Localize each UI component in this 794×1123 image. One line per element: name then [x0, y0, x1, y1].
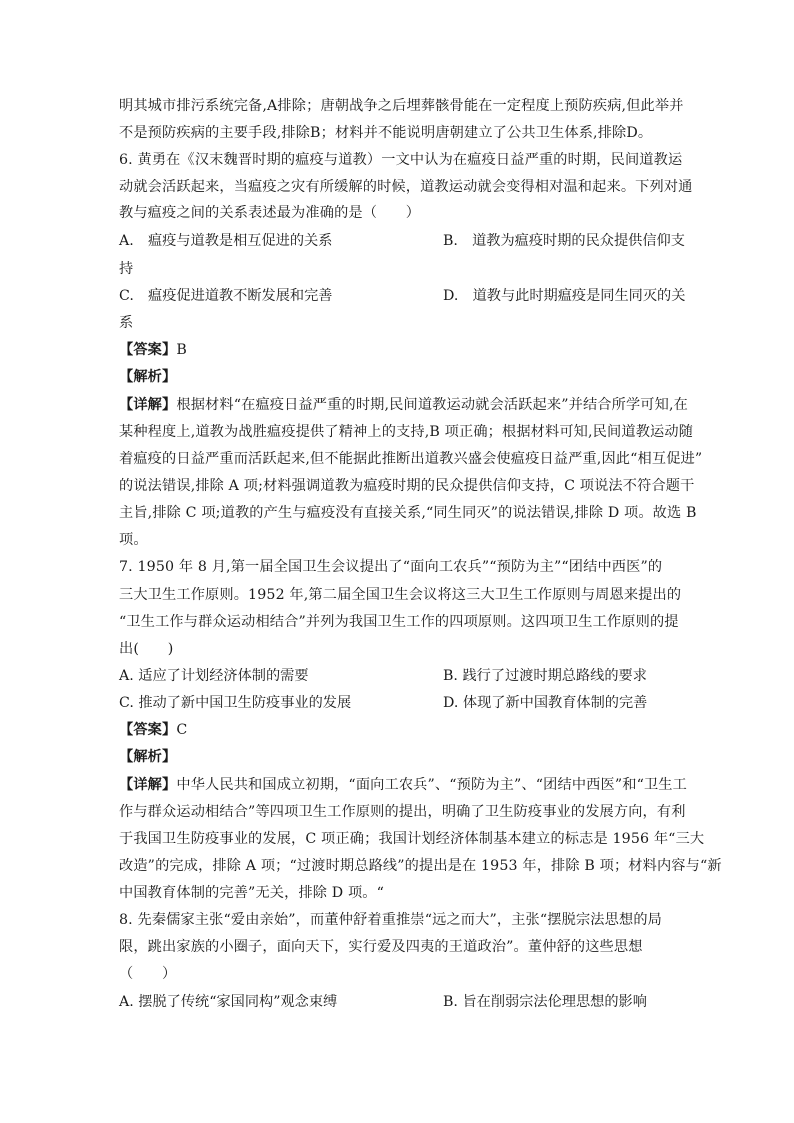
answer-tag: 【答案】 — [119, 722, 177, 738]
q8-stem-line: 8. 先秦儒家主张“爱由亲始”，而董仲舒着重推崇“远之而大”，主张“摆脱宗法思想的局 — [119, 912, 662, 928]
q7-detail-line: 作与群众运动相结合”等四项卫生工作原则的提出，明确了卫生防疫事业的发展方向，有利 — [119, 804, 686, 820]
q7-detail-line: 【详解】中华人民共和国成立初期，“面向工农兵”、“预防为主”、“团结中西医”和“卫生工 — [119, 777, 687, 793]
q7-analysis-tag: 【解析】 — [119, 749, 177, 765]
q6-option-a: A. 瘟疫与道教是相互促进的关系 — [119, 233, 333, 249]
q8-option-b: B. 旨在削弱宗法伦理思想的影响 — [443, 994, 647, 1010]
q8-option-a: A. 摆脱了传统“家国同构”观念束缚 — [119, 994, 338, 1010]
q6-stem-line: 6. 黄勇在《汉末魏晋时期的瘟疫与道教）一文中认为在瘟疫日益严重的时期，民间道教运 — [119, 152, 683, 168]
q6-detail-line: 的说法错误,排除 A 项;材料强调道教为瘟疫时期的民众提供信仰支持，C 项说法不符合题干 — [119, 478, 695, 494]
q6-detail-line: 某种程度上,道教为战胜瘟疫提供了精神上的支持,B 项正确；根据材料可知,民间道教运动随 — [119, 424, 694, 440]
q7-option-a: A. 适应了计划经济体制的需要 — [119, 668, 309, 684]
q6-answer — [119, 340, 187, 360]
q6-option-b: B. 道教为瘟疫时期的民众提供信仰支 — [443, 233, 685, 249]
q6-detail-line: 主旨,排除 C 项;道教的产生与瘟疫没有直接关系,“同生同灭”的说法错误,排除 D 项。故选 B — [119, 505, 697, 521]
q7-answer — [119, 720, 187, 740]
q6-option-d: D. 道教与此时期瘟疫是同生同灭的关 — [443, 288, 686, 304]
q5-analysis-line: 明其城市排污系统完备,A排除；唐朝战争之后埋葬骸骨能在一定程度上预防疾病,但此举并 — [119, 98, 684, 114]
answer-value: B — [176, 342, 187, 358]
q8-stem-line: 限，跳出家族的小圈子，面向天下，实行爱及四夷的王道政治”。董仲舒的这些思想 — [119, 939, 643, 955]
q6-detail-line: 着瘟疫的日益严重而活跃起来,但不能据此推断出道教兴盛会使瘟疫日益严重,因此“相互促进” — [119, 451, 703, 467]
q7-stem-line: 三大卫生工作原则。1952 年,第二届全国卫生会议将这三大卫生工作原则与周恩来提出的 — [119, 587, 682, 603]
q6-stem-line: 教与瘟疫之间的关系表述最为准确的是（ ） — [119, 205, 421, 221]
answer-tag: 【答案】 — [119, 342, 177, 358]
q6-analysis-tag: 【解析】 — [119, 369, 177, 385]
q8-stem-line: （ ） — [119, 966, 177, 982]
q7-detail-line: 改造”的完成，排除 A 项；“过渡时期总路线”的提出是在 1953 年，排除 B 项；材料内容与“新 — [119, 858, 722, 874]
q6-detail-line: 项。 — [119, 532, 148, 548]
q6-option-d-wrap: 系 — [119, 315, 134, 331]
q7-stem-line: “卫生工作与群众运动相结合”并列为我国卫生工作的四项原则。这四项卫生工作原则的提 — [119, 614, 679, 630]
answer-value: C — [176, 722, 188, 738]
detail-tag: 【详解】 — [119, 397, 177, 413]
q7-stem-line: 出( ) — [119, 641, 174, 657]
q6-detail-line: 【详解】根据材料“在瘟疫日益严重的时期,民间道教运动就会活跃起来”并结合所学可知,在 — [119, 397, 688, 413]
q7-option-d: D. 体现了新中国教育体制的完善 — [443, 695, 648, 711]
q6-option-c: C. 瘟疫促进道教不断发展和完善 — [119, 288, 333, 304]
detail-tag: 【详解】 — [119, 777, 177, 793]
q7-stem-line: 7. 1950 年 8 月,第一届全国卫生会议提出了“面向工农兵”“预防为主”“团结中西医”的 — [119, 559, 663, 575]
q7-detail-line: 于我国卫生防疫事业的发展，C 项正确；我国计划经济体制基本建立的标志是 1956 年“三大 — [119, 831, 705, 847]
q7-option-b: B. 践行了过渡时期总路线的要求 — [443, 668, 647, 684]
q5-analysis-line: 不是预防疾病的主要手段,排除B；材料并不能说明唐朝建立了公共卫生体系,排除D。 — [119, 125, 653, 141]
q7-detail-line: 中国教育体制的完善”无关，排除 D 项。“ — [119, 885, 385, 901]
q7-option-c: C. 推动了新中国卫生防疫事业的发展 — [119, 695, 352, 711]
q6-option-b-wrap: 持 — [119, 261, 134, 277]
q6-stem-line: 动就会活跃起来，当瘟疫之灾有所缓解的时候，道教运动就会变得相对温和起来。下列对通 — [119, 179, 693, 195]
